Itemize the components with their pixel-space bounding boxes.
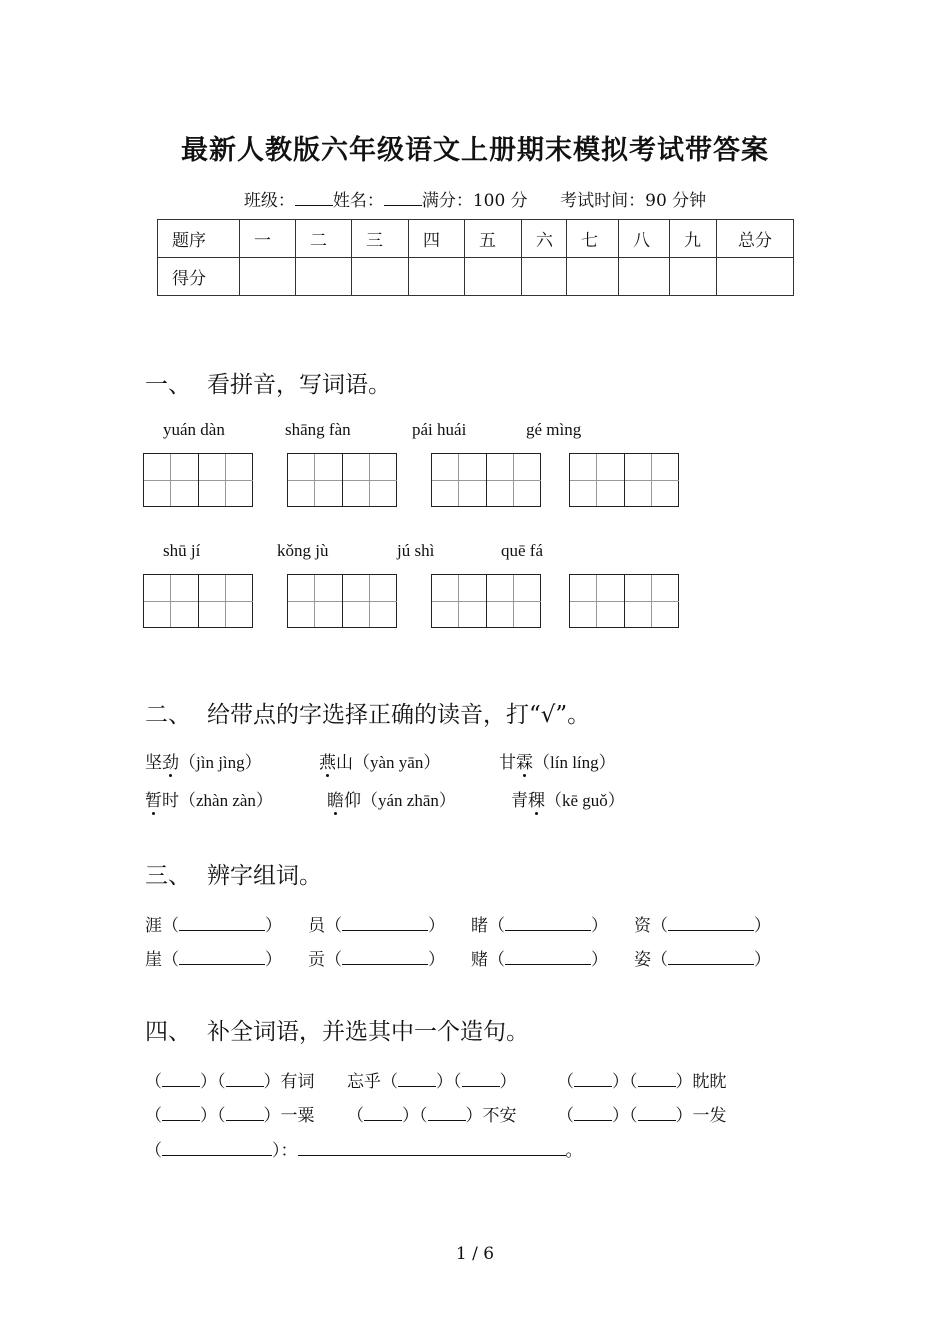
reading-item[interactable] xyxy=(145,748,262,773)
sentence-colon: ： xyxy=(280,1141,298,1161)
page-title: 最新人教版六年级语文上册期末模拟考试带答案 xyxy=(181,135,769,166)
score-header-cell: 五 xyxy=(465,220,522,258)
idiom-suffix: 有词 xyxy=(280,1072,315,1092)
score-header-cell: 九 xyxy=(670,220,717,258)
score-cell[interactable] xyxy=(296,258,352,296)
char: 涯 xyxy=(145,916,162,936)
writing-grid[interactable] xyxy=(287,453,397,507)
reading-item[interactable] xyxy=(319,748,440,773)
word-part: 青 xyxy=(511,791,528,811)
score-header-row xyxy=(158,220,794,258)
pronunciation-options: （yàn yān） xyxy=(353,753,441,772)
char: 姿 xyxy=(634,950,651,970)
writing-grid[interactable] xyxy=(143,574,253,628)
pronunciation-options: （jìn jìng） xyxy=(179,753,262,772)
word-part: 仰 xyxy=(344,791,361,811)
idiom-blank[interactable] xyxy=(638,1072,676,1087)
dotted-char: 稞 xyxy=(528,786,545,811)
answer-blank[interactable] xyxy=(505,916,591,931)
idiom-blank[interactable] xyxy=(638,1106,676,1121)
score-header-cell: 八 xyxy=(619,220,670,258)
name-blank[interactable] xyxy=(384,191,422,206)
score-header-cell: 题序 xyxy=(158,220,240,258)
char: 资 xyxy=(634,916,651,936)
score-cell[interactable] xyxy=(409,258,465,296)
idiom-blank[interactable] xyxy=(162,1072,200,1087)
word-part: 时 xyxy=(162,791,179,811)
dotted-char: 燕 xyxy=(319,748,336,773)
section3-heading xyxy=(145,857,322,890)
idiom-blank[interactable] xyxy=(364,1106,402,1121)
writing-grid[interactable] xyxy=(569,453,679,507)
score-cell[interactable] xyxy=(522,258,567,296)
pinyin-label: shāng fàn xyxy=(285,420,351,439)
sentence-blank[interactable] xyxy=(298,1141,566,1156)
idiom-suffix: 眈眈 xyxy=(692,1072,727,1092)
section4-number: 四、 xyxy=(145,1019,191,1045)
idiom-blank[interactable] xyxy=(574,1072,612,1087)
page-number: 1 / 6 xyxy=(455,1244,495,1264)
score-cell[interactable] xyxy=(567,258,619,296)
score-row xyxy=(158,258,794,296)
section4-heading xyxy=(145,1013,529,1046)
pronunciation-options: （kē guǒ） xyxy=(545,791,625,810)
idiom-item[interactable]: （ ）（ ）眈眈 xyxy=(557,1072,727,1092)
idiom-item[interactable]: （ ）（ ）一粟 xyxy=(145,1106,315,1126)
idiom-suffix: 不安 xyxy=(482,1106,517,1126)
idiom-item[interactable]: 忘乎（ ）（ ） xyxy=(347,1072,517,1092)
idiom-blank[interactable] xyxy=(428,1106,466,1121)
answer-blank[interactable] xyxy=(505,950,591,965)
writing-grid[interactable] xyxy=(143,453,253,507)
pinyin-label: kǒng jù xyxy=(277,541,329,560)
score-row-label: 得分 xyxy=(158,258,240,296)
pinyin-label: quē fá xyxy=(501,541,544,560)
score-cell[interactable] xyxy=(670,258,717,296)
section2-number: 二、 xyxy=(145,702,191,728)
word-part: 坚 xyxy=(145,753,162,773)
section1-heading xyxy=(145,366,391,399)
answer-blank[interactable] xyxy=(342,916,428,931)
pronunciation-options: （lín líng） xyxy=(533,753,616,772)
score-cell[interactable] xyxy=(619,258,670,296)
idiom-suffix: 一粟 xyxy=(280,1106,315,1126)
score-table xyxy=(157,219,794,296)
word-part: 甘 xyxy=(499,753,516,773)
section3-number: 三、 xyxy=(145,863,191,889)
dotted-char: 暂 xyxy=(145,786,162,811)
char: 睹 xyxy=(471,916,488,936)
writing-grid[interactable] xyxy=(431,574,541,628)
score-cell[interactable] xyxy=(240,258,296,296)
idiom-blank[interactable] xyxy=(462,1072,500,1087)
word-form-item[interactable]: 资（ ） xyxy=(634,916,771,936)
word-form-item[interactable]: 贡（ ） xyxy=(308,950,445,970)
writing-grid[interactable] xyxy=(431,453,541,507)
word-form-item[interactable]: 员（ ） xyxy=(308,916,445,936)
reading-item[interactable] xyxy=(327,786,456,811)
pinyin-label: gé mìng xyxy=(526,420,582,439)
score-header-cell: 四 xyxy=(409,220,465,258)
dotted-char: 劲 xyxy=(162,748,179,773)
answer-blank[interactable] xyxy=(668,950,754,965)
word-part: 山 xyxy=(336,753,353,773)
score-cell[interactable] xyxy=(717,258,794,296)
score-header-cell: 七 xyxy=(567,220,619,258)
section2-heading xyxy=(145,696,590,729)
score-cell[interactable] xyxy=(465,258,522,296)
idiom-blank[interactable] xyxy=(162,1106,200,1121)
pronunciation-options: （zhàn zàn） xyxy=(179,791,273,810)
full-score: 满分：100 分 xyxy=(421,191,528,211)
reading-item[interactable] xyxy=(511,786,625,811)
score-header-cell: 六 xyxy=(522,220,567,258)
score-header-cell: 二 xyxy=(296,220,352,258)
exam-info-line xyxy=(0,186,950,211)
char: 员 xyxy=(308,916,325,936)
class-label: 班级： xyxy=(243,191,295,211)
section2-title: 给带点的字选择正确的读音，打“√”。 xyxy=(207,702,591,728)
idiom-item[interactable]: （ ）（ ）有词 xyxy=(145,1072,315,1092)
idiom-blank[interactable] xyxy=(574,1106,612,1121)
score-header-cell: 一 xyxy=(240,220,296,258)
section1-title: 看拼音，写词语。 xyxy=(207,372,391,398)
answer-blank[interactable] xyxy=(668,916,754,931)
reading-item[interactable] xyxy=(145,786,273,811)
class-blank[interactable] xyxy=(295,191,333,206)
section4-title: 补全词语，并选其中一个造句。 xyxy=(207,1019,529,1045)
name-label: 姓名： xyxy=(332,191,384,211)
dotted-char: 瞻 xyxy=(327,786,344,811)
idiom-blank[interactable] xyxy=(226,1106,264,1121)
sentence-period: 。 xyxy=(565,1141,583,1161)
sentence-line[interactable]: （ ）： 。 xyxy=(145,1141,583,1161)
dotted-char: 霖 xyxy=(516,748,533,773)
word-form-item[interactable]: 赌（ ） xyxy=(471,950,608,970)
score-header-cell: 三 xyxy=(352,220,409,258)
idiom-suffix: 忘乎 xyxy=(347,1072,381,1092)
word-form-item[interactable]: 涯（ ） xyxy=(145,916,282,936)
word-form-item[interactable]: 姿（ ） xyxy=(634,950,771,970)
pinyin-label: jú shì xyxy=(397,541,435,560)
exam-time: 考试时间：90 分钟 xyxy=(560,191,707,211)
char: 崖 xyxy=(145,950,162,970)
section3-title: 辨字组词。 xyxy=(207,863,322,889)
score-cell[interactable] xyxy=(352,258,409,296)
char: 贡 xyxy=(308,950,325,970)
score-header-cell: 总分 xyxy=(717,220,794,258)
pronunciation-options: （yán zhān） xyxy=(361,791,456,810)
answer-blank[interactable] xyxy=(342,950,428,965)
idiom-blank[interactable] xyxy=(398,1072,436,1087)
answer-blank[interactable] xyxy=(179,916,265,931)
pinyin-label: shū jí xyxy=(163,541,201,560)
idiom-item[interactable]: （ ）（ ）一发 xyxy=(557,1106,727,1126)
word-form-item[interactable]: 睹（ ） xyxy=(471,916,608,936)
idiom-item[interactable]: （ ）（ ）不安 xyxy=(347,1106,517,1126)
chosen-idiom-blank[interactable] xyxy=(162,1141,272,1156)
reading-item[interactable] xyxy=(499,748,616,773)
section1-number: 一、 xyxy=(145,372,191,398)
writing-grid[interactable] xyxy=(287,574,397,628)
idiom-blank[interactable] xyxy=(226,1072,264,1087)
word-form-item[interactable]: 崖（ ） xyxy=(145,950,282,970)
pinyin-label: pái huái xyxy=(412,420,467,439)
pinyin-label: yuán dàn xyxy=(163,420,225,439)
answer-blank[interactable] xyxy=(179,950,265,965)
writing-grid[interactable] xyxy=(569,574,679,628)
idiom-suffix: 一发 xyxy=(692,1106,727,1126)
char: 赌 xyxy=(471,950,488,970)
